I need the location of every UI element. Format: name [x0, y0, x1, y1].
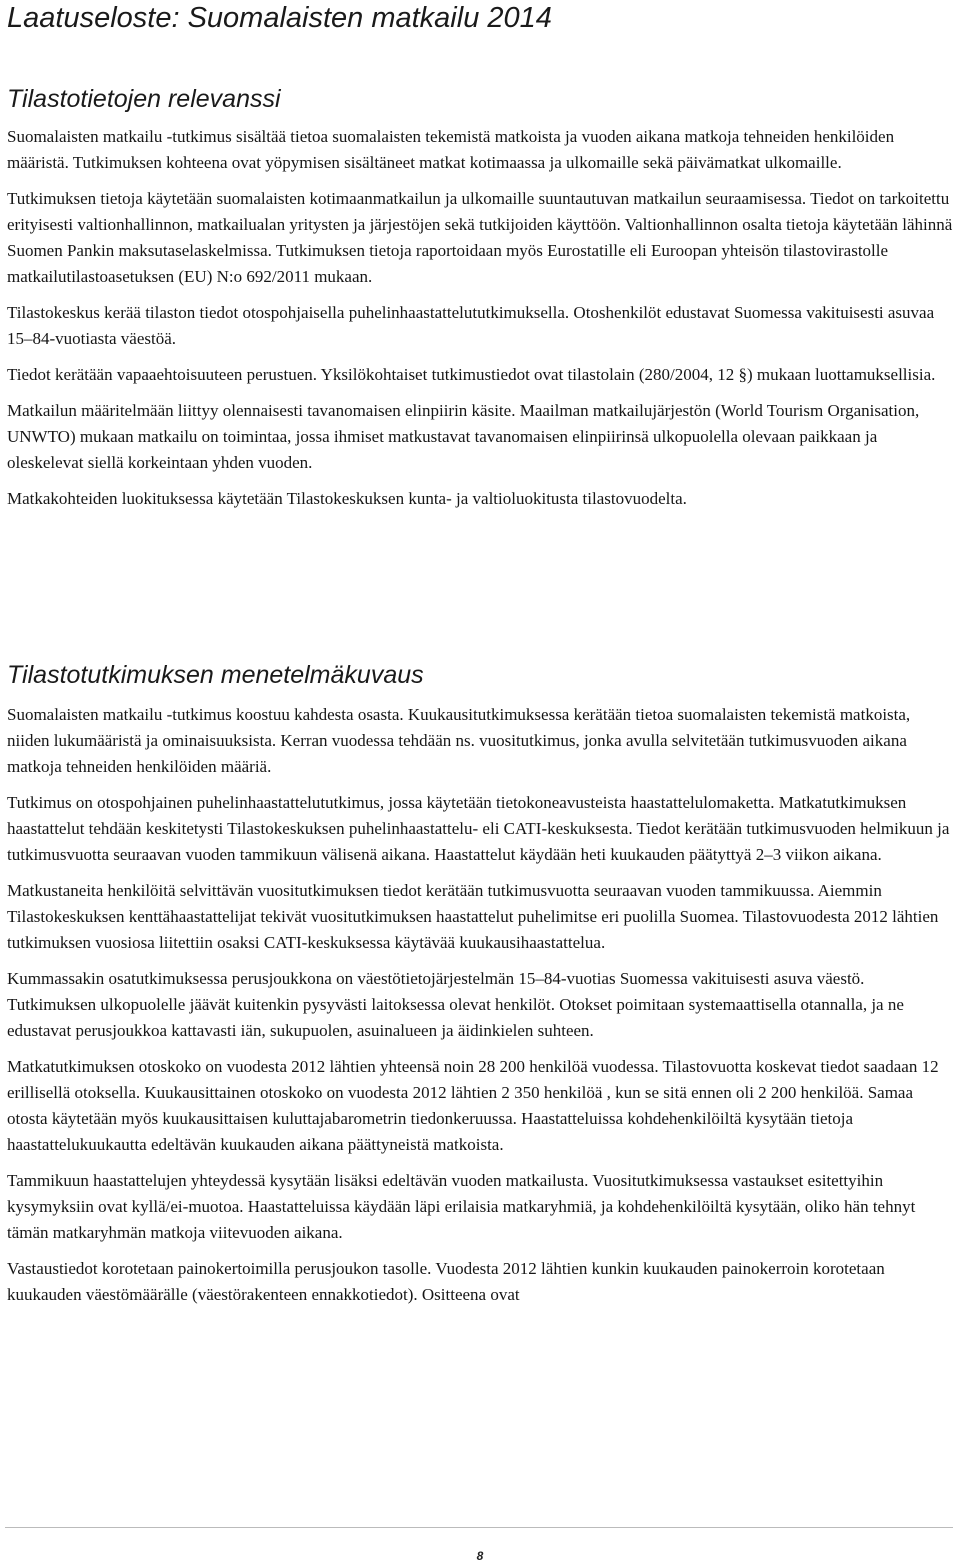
- paragraph: Kummassakin osatutkimuksessa perusjoukkona on väestötietojärjestelmän 15–84-vuotias Suomessa vakituisesti asuva väestö. Tutkimuksen ulkopuolelle jäävät kuitenkin pysyvästi laitoksessa olevat henkilöt. Otokset poimitaan systemaattisella otannalla, ja ne edustavat perusjoukkoa kattavasti iän, sukupuolen, asuinalueen ja äidinkielen suhteen.: [7, 969, 904, 1040]
- paragraph: Matkatutkimuksen otoskoko on vuodesta 2012 lähtien yhteensä noin 28 200 henkilöä vuodessa. Tilastovuotta koskevat tiedot saadaan 12 erillisellä otoksella. Kuukausittainen otoskoko on vuodesta 2012 lähtien 2 350 henkilöä , kun se sitä ennen oli 2 200 henkilöä. Samaa otosta käytetään myös kuukausittaisen kuluttajabarometrin tiedonkeruussa. Haastatteluissa kohdehenkilöiltä kysytään tietoja haastattelukuukautta edeltävän kuukauden aikana päättyneistä matkoista.: [7, 1057, 939, 1154]
- paragraph: Matkakohteiden luokituksessa käytetään Tilastokeskuksen kunta- ja valtioluokitusta tilastovuodelta.: [7, 489, 687, 508]
- paragraph: Tutkimus on otospohjainen puhelinhaastattelututkimus, jossa käytetään tietokoneavusteista haastattelulomaketta. Matkatutkimuksen haastattelut tehdään keskitetysti Tilastokeskuksen puhelinhaastattelu- eli CATI-keskuksesta. Tiedot kerätään tutkimusvuoden helmikuun ja tutkimusvuotta seuraavan vuoden tammikuun välisenä aikana. Haastattelut käydään heti kuukauden päätyttyä 2–3 viikon aikana.: [7, 793, 950, 864]
- paragraph: Tilastokeskus kerää tilaston tiedot otospohjaisella puhelinhaastattelututkimuksella. Otoshenkilöt edustavat Suomessa vakituisesti asuvaa 15–84-vuotiasta väestöä.: [7, 303, 935, 348]
- paragraph: Tiedot kerätään vapaaehtoisuuteen perustuen. Yksilökohtaiset tutkimustiedot ovat tilastolain (280/2004, 12 §) mukaan luottamuksellisia.: [7, 365, 936, 384]
- section-heading-relevance: Tilastotietojen relevanssi: [7, 85, 281, 113]
- paragraph: Suomalaisten matkailu -tutkimus koostuu kahdesta osasta. Kuukausitutkimuksessa kerätään tietoa suomalaisten tekemistä matkoista, niiden lukumääristä ja ominaisuuksista. Kerran vuodessa tehdään ns. vuositutkimus, jonka avulla selvitetään tutkimusvuoden aikana matkoja tehneiden henkilöiden määriä.: [7, 705, 911, 776]
- paragraph: Matkustaneita henkilöitä selvittävän vuositutkimuksen tiedot kerätään tutkimusvuotta seuraavan vuoden tammikuussa. Aiemmin Tilastokeskuksen kenttähaastattelijat tekivät vuositutkimuksen haastattelut puhelimitse eri puolilla Suomea. Tilastovuodesta 2012 lähtien tutkimuksen vuosiosa liitettiin osaksi CATI-keskuksessa käytävää kuukausihaastattelua.: [7, 881, 939, 952]
- section-heading-methodology: Tilastotutkimuksen menetelmäkuvaus: [7, 661, 424, 689]
- paragraph: Tammikuun haastattelujen yhteydessä kysytään lisäksi edeltävän vuoden matkailusta. Vuositutkimuksessa vastaukset esitettyihin kysymyksiin ovat kyllä/ei-muotoa. Haastatteluissa käydään läpi erilaisia matkaryhmiä, ja kohdehenkilöiltä kysytään, oliko hän tehnyt tämän matkaryhmän matkoja viitevuoden aikana.: [7, 1171, 916, 1242]
- footer-divider: [5, 1527, 953, 1528]
- paragraph: Suomalaisten matkailu -tutkimus sisältää tietoa suomalaisten tekemistä matkoista ja vuoden aikana matkoja tehneiden henkilöiden määristä. Tutkimuksen kohteena ovat yöpymisen sisältäneet matkat kotimaassa ja ulkomaille sekä päivämatkat ulkomaille.: [7, 127, 895, 172]
- paragraph: Matkailun määritelmään liittyy olennaisesti tavanomaisen elinpiirin käsite. Maailman matkailujärjestön (World Tourism Organisation, UNWTO) mukaan matkailu on toimintaa, jossa ihmiset matkustavat tavanomaisen elinpiirinsä ulkopuolella olevaan paikkaan ja oleskelevat siellä korkeintaan yhden vuoden.: [7, 401, 920, 472]
- paragraph: Tutkimuksen tietoja käytetään suomalaisten kotimaanmatkailun ja ulkomaille suuntautuvan matkailun seuraamisessa. Tiedot on tarkoitettu erityisesti valtionhallinnon, matkailualan yritysten ja järjestöjen sekä tutkijoiden käyttöön. Valtionhallinnon osalta tietoja käytetään lähinnä Suomen Pankin maksutaselaskelmissa. Tutkimuksen tietoja raportoidaan myös Eurostatille eli Euroopan yhteisön tilastovirastolle matkailutilastoasetuksen (EU) N:o 692/2011 mukaan.: [7, 189, 953, 286]
- section-methodology: [7, 660, 955, 1318]
- section-relevance: [7, 84, 955, 522]
- page-number: 8: [476, 1549, 484, 1563]
- document-title: Laatuseloste: Suomalaisten matkailu 2014: [7, 2, 552, 34]
- paragraph: Vastaustiedot korotetaan painokertoimilla perusjoukon tasolle. Vuodesta 2012 lähtien kunkin kuukauden painokerroin korotetaan kuukauden väestömäärälle (väestörakenteen ennakkotiedot). Ositteena ovat: [7, 1259, 885, 1304]
